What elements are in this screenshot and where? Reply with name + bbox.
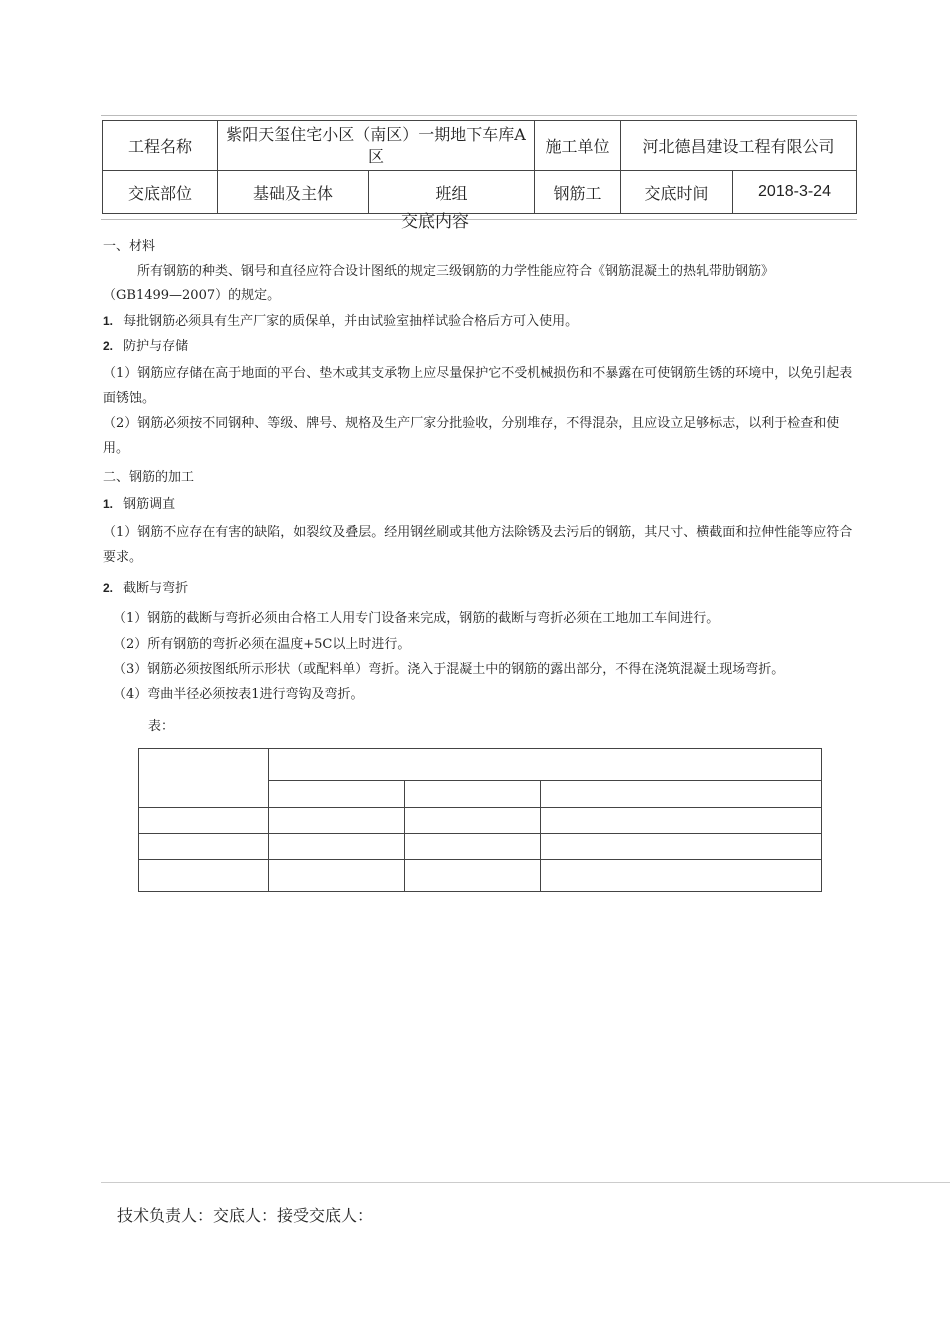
- contractor-label: 施工单位: [535, 121, 621, 171]
- table-cell: [405, 860, 541, 892]
- section-2-title: 二、钢筋的加工: [103, 470, 195, 485]
- table-cell: [269, 749, 822, 781]
- team-label: 班组: [369, 171, 535, 214]
- list-item: [103, 310, 578, 329]
- table-cell: [541, 808, 822, 834]
- table-cell: [139, 860, 269, 892]
- item-text: 防护与存储: [123, 339, 189, 354]
- item-text: 截断与弯折: [123, 581, 189, 596]
- storage-para-1: （1）钢筋应存储在高于地面的平台、垫木或其支承物上应尽量保护它不受机械损伤和不暴露在可使钢筋生锈的环境中，以免引起表面锈蚀。: [103, 366, 853, 406]
- straightening-para: （1）钢筋不应存在有害的缺陷，如裂纹及叠层。经用钢丝刷或其他方法除锈及去污后的钢筋，其尺寸、横截面和拉伸性能等应符合要求。: [103, 525, 853, 565]
- table-cell: [541, 860, 822, 892]
- signature-line: 技术负责人：交底人：接受交底人：: [117, 1206, 374, 1225]
- table-label: 表：: [148, 719, 175, 734]
- footer-divider: [101, 1182, 950, 1183]
- table-cell: [269, 808, 405, 834]
- table-cell: [405, 834, 541, 860]
- materials-intro: 所有钢筋的种类、钢号和直径应符合设计图纸的规定三级钢筋的力学性能应符合《钢筋混凝土的热轧带肋钢筋》: [137, 264, 775, 279]
- list-item: [103, 493, 175, 512]
- content-title: 交底内容: [401, 212, 469, 232]
- item-number: 1.: [103, 497, 114, 511]
- cutting-line-3: （3）钢筋必须按图纸所示形状（或配料单）弯折。浇入于混凝土中的钢筋的露出部分，不得在浇筑混凝土现场弯折。: [113, 662, 785, 677]
- cutting-line-4: （4）弯曲半径必须按表1进行弯钩及弯折。: [113, 687, 364, 702]
- table-cell: [405, 808, 541, 834]
- table-cell: [139, 834, 269, 860]
- cutting-line-1: （1）钢筋的截断与弯折必须由合格工人用专门设备来完成，钢筋的截断与弯折必须在工地加工车间进行。: [113, 611, 720, 626]
- part-value: 基础及主体: [218, 171, 369, 214]
- time-value: 2018-3-24: [733, 171, 857, 214]
- header-table: [102, 120, 857, 214]
- item-number: 2.: [103, 339, 114, 353]
- table-cell: [405, 781, 541, 808]
- section-1-title: 一、材料: [103, 239, 156, 254]
- project-name-value: 紫阳天玺住宅小区（南区）一期地下车库A区: [218, 121, 535, 171]
- table-cell: [269, 834, 405, 860]
- item-text: 钢筋调直: [123, 497, 176, 512]
- time-label: 交底时间: [621, 171, 733, 214]
- item-text: 每批钢筋必须具有生产厂家的质保单，并由试验室抽样试验合格后方可入使用。: [123, 314, 579, 329]
- list-item: [103, 335, 188, 354]
- table-cell: [269, 781, 405, 808]
- bending-radius-table: [138, 748, 822, 892]
- materials-intro-cont: （GB1499—2007）的规定。: [103, 288, 281, 303]
- table-cell: [541, 834, 822, 860]
- contractor-value: 河北德昌建设工程有限公司: [621, 121, 857, 171]
- item-number: 1.: [103, 314, 114, 328]
- cutting-line-2: （2）所有钢筋的弯折必须在温度+5C以上时进行。: [113, 637, 411, 652]
- part-label: 交底部位: [103, 171, 218, 214]
- table-cell: [139, 749, 269, 808]
- table-cell: [269, 860, 405, 892]
- project-name-label: 工程名称: [103, 121, 218, 171]
- list-item: [103, 577, 188, 596]
- storage-para-2: （2）钢筋必须按不同钢种、等级、牌号、规格及生产厂家分批验收，分别堆存，不得混杂，且应设立足够标志，以利于检查和使用。: [103, 416, 840, 456]
- team-value: 钢筋工: [535, 171, 621, 214]
- item-number: 2.: [103, 581, 114, 595]
- table-cell: [139, 808, 269, 834]
- table-cell: [541, 781, 822, 808]
